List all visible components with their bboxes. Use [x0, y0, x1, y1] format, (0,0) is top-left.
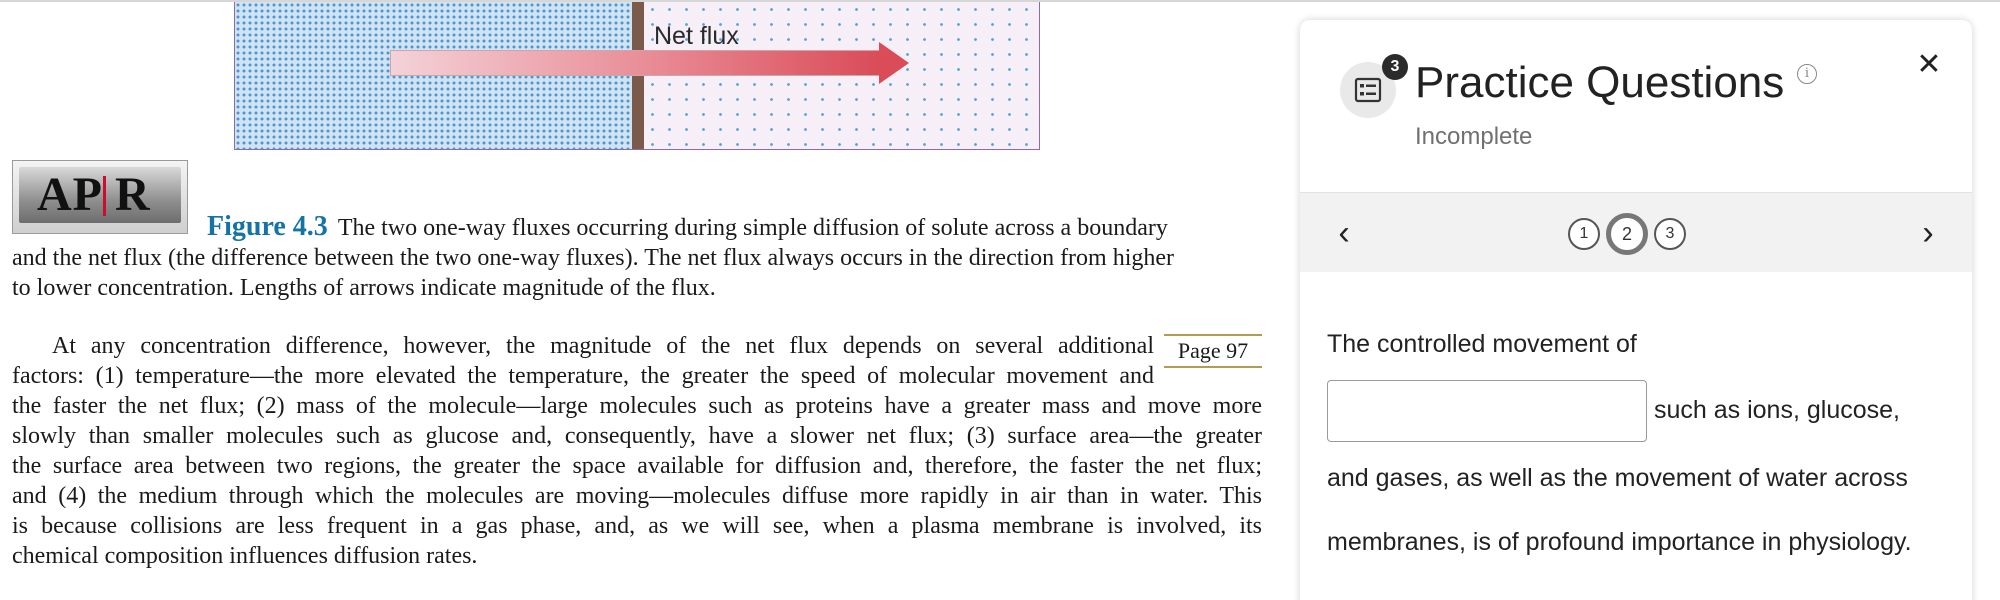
- info-icon[interactable]: i: [1797, 64, 1817, 84]
- body-line: At any concentration difference, however, the magnitude of the net flux depends on several additional: [52, 333, 1154, 359]
- question-text-line: such as ions, glucose,: [1654, 396, 1900, 424]
- figure-reference: Figure 4.3: [207, 211, 328, 242]
- next-question-button[interactable]: ›: [1922, 214, 1934, 252]
- question-2-button[interactable]: 2: [1606, 213, 1648, 255]
- apr-logo-divider: [103, 176, 106, 216]
- body-line: slowly than smaller molecules such as glucose and, consequently, have a slower net flux; (3) surface area—the greater: [12, 423, 1262, 449]
- body-line: factors: (1) temperature—the more elevated the temperature, the greater the speed of molecular movement and: [12, 363, 1154, 389]
- question-1-button[interactable]: 1: [1568, 218, 1600, 250]
- question-pager: [1568, 213, 1686, 255]
- caption-line-1: [12, 212, 1262, 243]
- question-count-badge: 3: [1382, 54, 1408, 80]
- figure-caption: [12, 212, 1262, 303]
- apr-logo-letters-r: R: [115, 168, 151, 221]
- panel-title: Practice Questions: [1415, 58, 1785, 107]
- question-navigation: [1300, 192, 1972, 272]
- question-text-line: and gases, as well as the movement of water across: [1327, 464, 1908, 492]
- body-line: and (4) the medium through which the molecules are moving—molecules diffuse more rapidly in air than in water. This: [12, 483, 1262, 509]
- diffusion-figure: [234, 2, 1040, 150]
- question-text-line: The controlled movement of: [1327, 330, 1637, 358]
- page-marker: Page 97: [1164, 334, 1262, 368]
- previous-question-button[interactable]: ‹: [1338, 214, 1350, 252]
- net-flux-arrow-shaft: [390, 50, 880, 76]
- body-line: is because collisions are less frequent in a gas phase, and, as we will see, when a plasma membrane is involved, its: [12, 513, 1262, 539]
- boundary-membrane: [632, 2, 644, 150]
- apr-logo-letters-a: AP: [37, 168, 103, 221]
- caption-line-3: to lower concentration. Lengths of arrows indicate magnitude of the flux.: [12, 275, 716, 301]
- question-text-line: membranes, is of profound importance in physiology.: [1327, 528, 1912, 556]
- body-line: chemical composition influences diffusion rates.: [12, 543, 478, 569]
- body-line: the faster the net flux; (2) mass of the molecule—large molecules such as proteins have a greater mass and move more: [12, 393, 1262, 419]
- caption-line-2: and the net flux (the difference between the two one-way fluxes). The net flux always occurs in the direction from higher: [12, 245, 1175, 271]
- completion-status: Incomplete: [1415, 123, 1533, 150]
- practice-questions-panel: [1300, 20, 1972, 600]
- answer-blank-input[interactable]: [1327, 380, 1647, 442]
- net-flux-arrow-head: [879, 42, 909, 84]
- close-button[interactable]: ✕: [1916, 48, 1942, 81]
- high-concentration-region: [235, 2, 632, 150]
- body-line: the surface area between two regions, the greater the space available for diffusion and, therefore, the faster the net flux;: [12, 453, 1262, 479]
- question-3-button[interactable]: 3: [1654, 218, 1686, 250]
- net-flux-label: Net flux: [654, 22, 739, 50]
- caption-line-1-text: The two one-way fluxes occurring during simple diffusion of solute across a boundary: [337, 215, 1168, 241]
